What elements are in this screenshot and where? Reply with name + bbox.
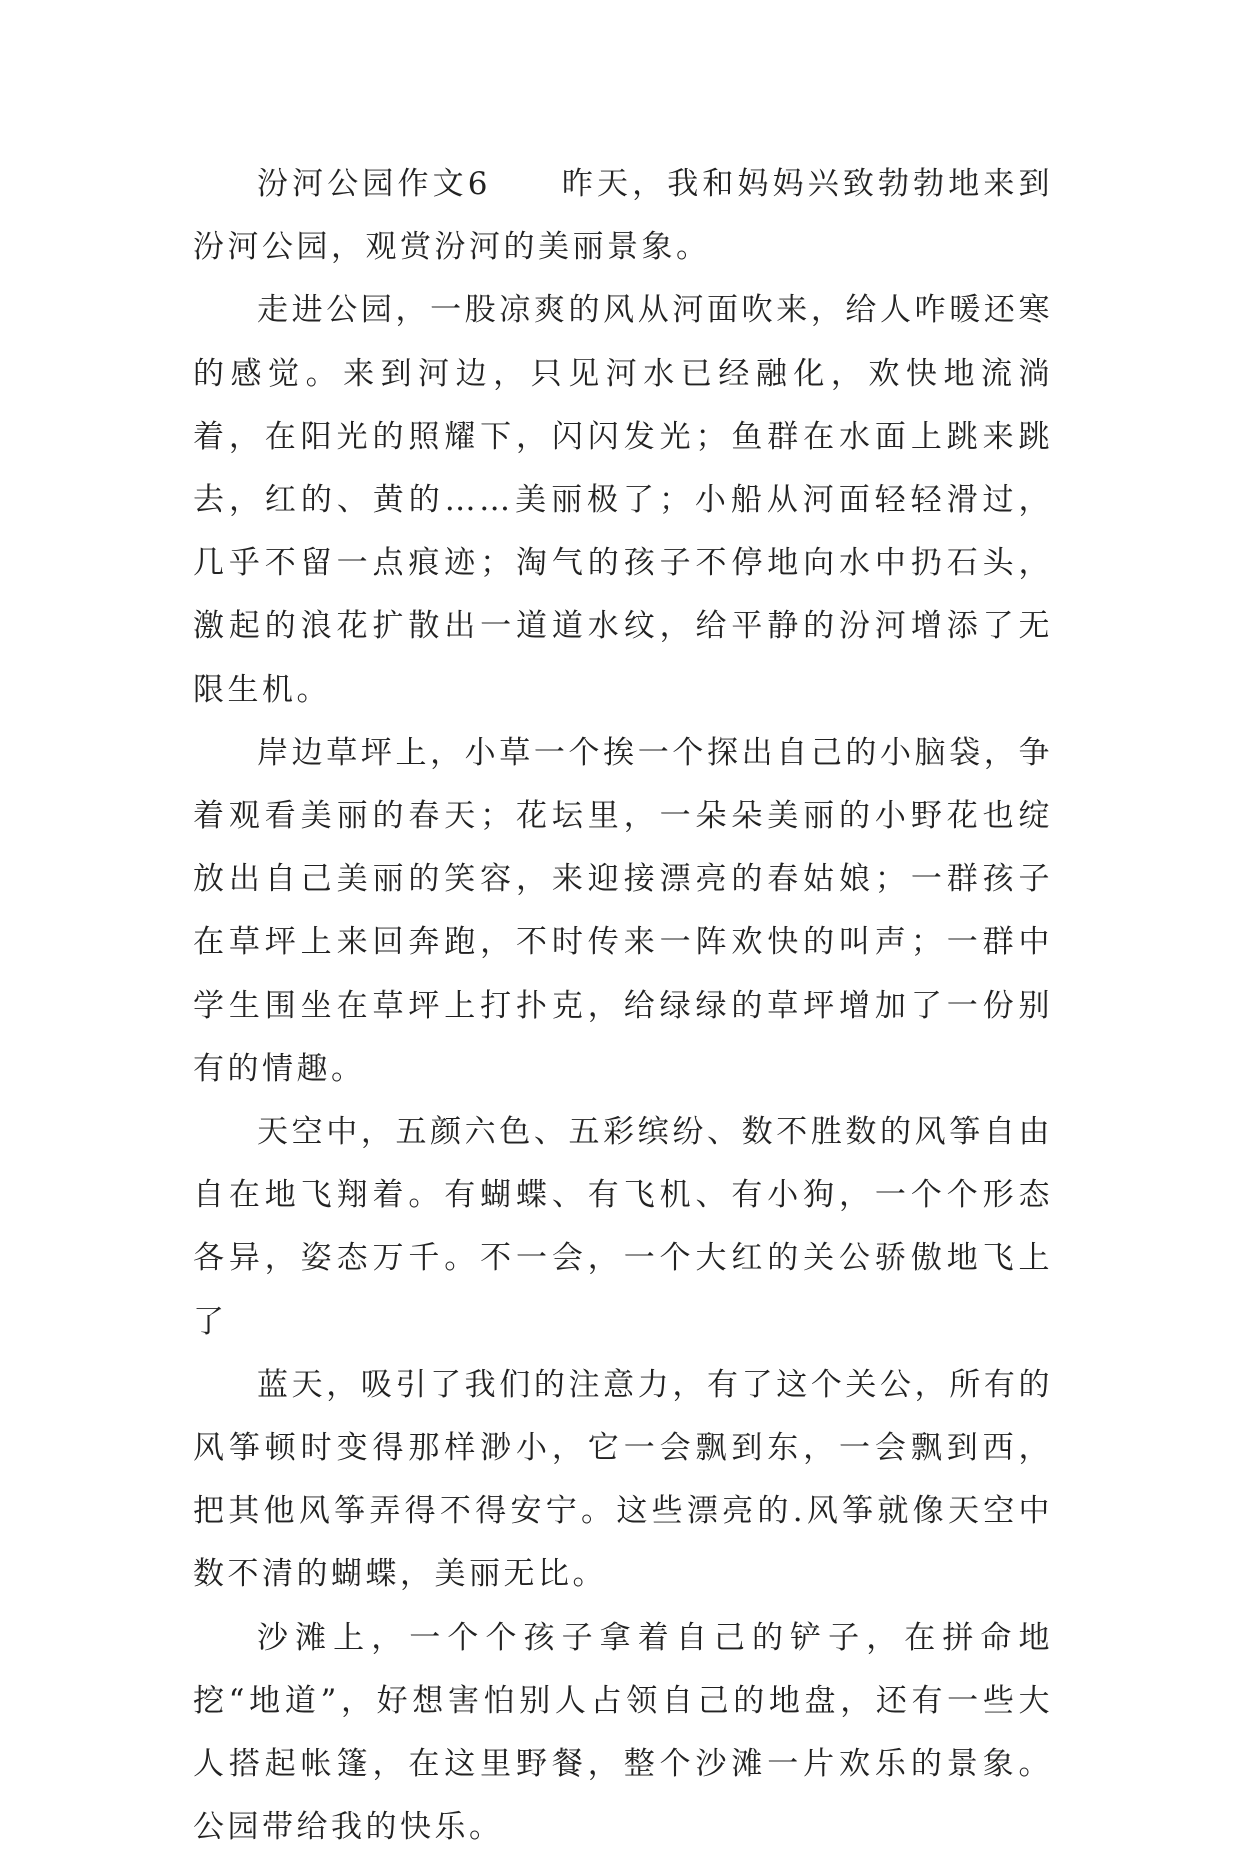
essay-body xyxy=(193,153,1053,1859)
essay-paragraph-5: 蓝天，吸引了我们的注意力，有了这个关公，所有的风筝顿时变得那样渺小，它一会飘到东，一会飘到西，把其他风筝弄得不得安宁。这些漂亮的.风筝就像天空中数不清的蝴蝶，美丽无比。 xyxy=(193,1366,1053,1593)
essay-paragraph-4: 天空中，五颜六色、五彩缤纷、数不胜数的风筝自由自在地飞翔着。有蝴蝶、有飞机、有小狗，一个个形态各异，姿态万千。不一会，一个大红的关公骄傲地飞上了 xyxy=(193,1114,1053,1340)
essay-paragraph-2: 走进公园，一股凉爽的风从河面吹来，给人咋暖还寒的感觉。来到河边，只见河水已经融化，欢快地流淌着，在阳光的照耀下，闪闪发光；鱼群在水面上跳来跳去，红的、黄的……美丽极了；小船从河面轻轻滑过，几乎不留一点痕迹；淘气的孩子不停地向水中扔石头，激起的浪花扩散出一道道水纹，给平静的汾河增添了无限生机。 xyxy=(193,292,1053,708)
essay-paragraph-1: 汾河公园作文6 昨天，我和妈妈兴致勃勃地来到汾河公园，观赏汾河的美丽景象。 xyxy=(193,166,1053,266)
essay-paragraph-6: 沙滩上，一个个孩子拿着自己的铲子，在拼命地挖“地道”，好想害怕别人占领自己的地盘，还有一些大人搭起帐篷，在这里野餐，整个沙滩一片欢乐的景象。公园带给我的快乐。 xyxy=(193,1619,1053,1846)
essay-paragraph-3: 岸边草坪上，小草一个挨一个探出自己的小脑袋，争着观看美丽的春天；花坛里，一朵朵美丽的小野花也绽放出自己美丽的笑容，来迎接漂亮的春姑娘；一群孩子在草坪上来回奔跑，不时传来一阵欢快的叫声；一群中学生围坐在草坪上打扑克，给绿绿的草坪增加了一份别有的情趣。 xyxy=(193,734,1053,1087)
